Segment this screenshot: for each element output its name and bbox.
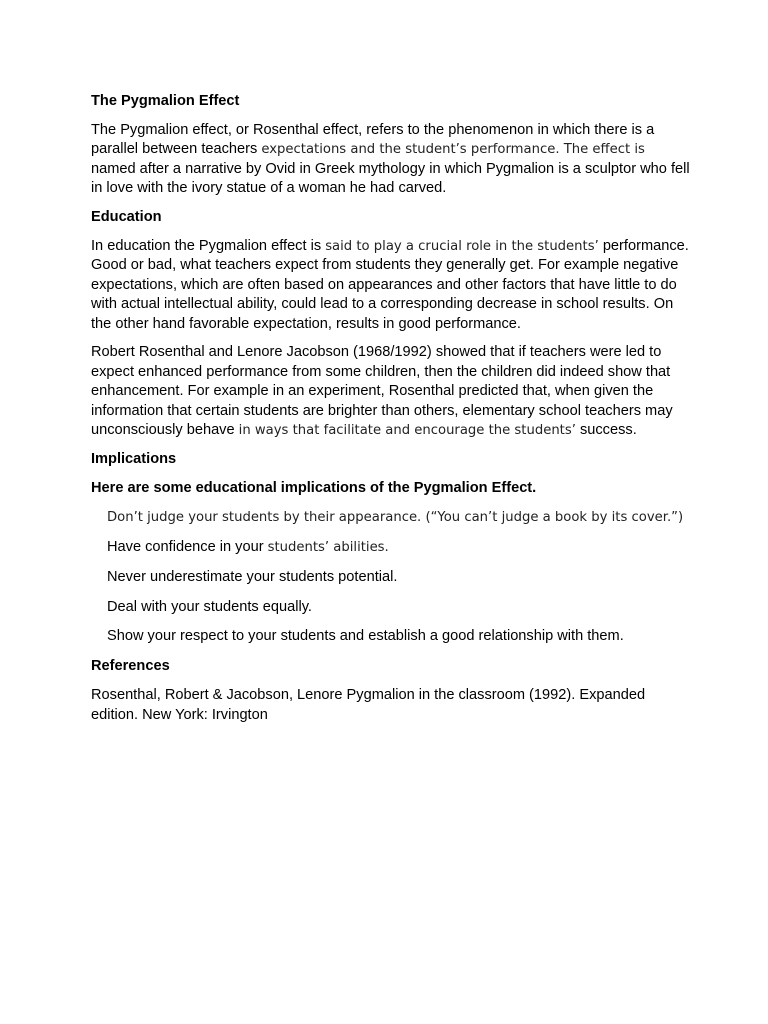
intro-text-3: named after a narrative by Ovid in Greek mythology in which Pygmalion is a sculptor who fell in love with the ivory statue of a woman he had carved.: [91, 160, 690, 197]
education-heading: Education: [91, 209, 162, 226]
implications-subheading: Here are some educational implications of the Pygmalion Effect.: [91, 479, 537, 496]
document-title: The Pygmalion Effect: [91, 93, 240, 109]
list-item-text-1: Deal with your students equally.: [107, 598, 312, 615]
implications-heading: Implications: [91, 451, 177, 467]
document-page: [91, 92, 691, 735]
education-p2-text-2: in ways that facilitate and encourage the students’: [238, 423, 576, 439]
list-item: [91, 508, 691, 527]
education-p1-text-1: In education the Pygmalion effect is: [91, 237, 326, 254]
list-item: [91, 598, 691, 617]
intro-paragraph: [91, 121, 691, 199]
list-item: [91, 538, 691, 557]
education-p2-text-3: success.: [575, 422, 637, 439]
education-paragraph-1: [91, 237, 691, 334]
intro-text-1: The Pygmalion effect, or Rosenthal effect, refers to the phenomenon in which there is a parallel between teachers: [91, 121, 655, 158]
references-heading: References: [91, 658, 170, 675]
education-paragraph-2: [91, 343, 691, 440]
implications-list: [91, 508, 691, 647]
list-item-text-1: Have confidence in your: [107, 538, 268, 555]
reference-entry: Rosenthal, Robert & Jacobson, Lenore Pygmalion in the classroom (1992). Expanded edition. New York: Irvington: [91, 687, 646, 723]
education-p1-text-3: performance. Good or bad, what teachers expect from students they generally get. For example negative expectations, which are often based on appearances and other factors that have little to do with actual intellectual ability, could lead to a corresponding decrease in school results. On the other hand favorable expectation, results in good performance.: [91, 237, 689, 332]
list-item: [91, 627, 691, 646]
education-p2-text-1: Robert Rosenthal and Lenore Jacobson (1968/1992) showed that if teachers were led to expect enhanced performance from some children, then the children did indeed show that enhancement. For example in an experiment, Rosenthal predicted that, when given the information that certain students are brighter than others, elementary school teachers may unconsciously behave: [91, 344, 673, 439]
intro-text-2: expectations and the student’s performance. The effect is: [261, 142, 645, 158]
education-p1-text-2: said to play a crucial role in the students’: [325, 238, 599, 254]
list-item-text-2: Don’t judge your students by their appearance. (“You can’t judge a book by its cover.”): [107, 509, 684, 525]
list-item-text-1: Show your respect to your students and establish a good relationship with them.: [107, 628, 624, 645]
list-item: [91, 568, 691, 587]
list-item-text-2: students’ abilities.: [267, 539, 389, 555]
list-item-text-1: Never underestimate your students potential.: [107, 568, 398, 585]
